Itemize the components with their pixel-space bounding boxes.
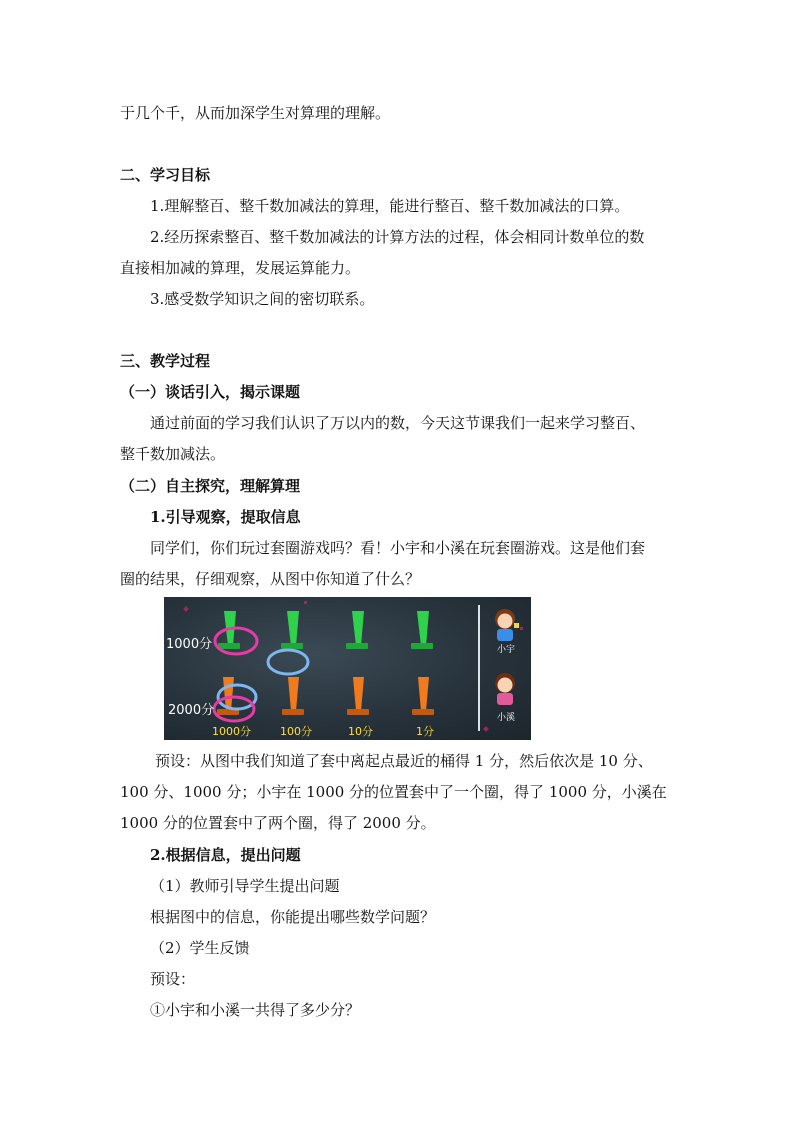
question-prompt: 根据图中的信息，你能提出哪些数学问题？ [150, 908, 436, 926]
score-label-1: 1分 [416, 725, 434, 738]
intro-line-1: 通过前面的学习我们认识了万以内的数，今天这节课我们一起来学习整百、 [150, 414, 646, 432]
question-step-1: （1）教师引导学生提出问题 [150, 877, 340, 895]
green-cone-1 [411, 611, 433, 649]
goal-2-line-2: 直接相加减的算理，发展运算能力。 [120, 259, 361, 277]
score-label-100: 100分 [280, 725, 312, 738]
name-xiaoyu: 小宇 [497, 645, 516, 655]
pink-ring-row1 [215, 628, 257, 654]
explore-line-2: 圈的结果，仔细观察，从图中你知道了什么？ [120, 570, 421, 588]
score-label-10: 10分 [348, 725, 373, 738]
subsection-heading-1: （一）谈话引入，揭示课题 [120, 383, 301, 401]
section-heading-goals: 二、学习目标 [120, 166, 211, 184]
green-cone-10 [346, 611, 368, 649]
orange-cone-1 [412, 677, 434, 715]
score-label-1000: 1000分 [212, 725, 251, 738]
green-cone-100 [281, 611, 303, 649]
subsection-heading-2: （二）自主探究，理解算理 [120, 477, 301, 495]
preset-line-1: 预设：从图中我们知道了套中离起点最近的桶得 1 分，然后依次是 10 分、 [155, 752, 653, 770]
question-step-2: （2）学生反馈 [150, 939, 250, 957]
preset-line-2: 100 分、1000 分；小宇在 1000 分的位置套中了一个圈，得了 1000 分，小溪在 [120, 783, 667, 801]
row-label-2000: 2000分 [168, 703, 215, 718]
step-heading-2: 2.根据信息，提出问题 [150, 846, 301, 864]
section-heading-process: 三、教学过程 [120, 352, 211, 370]
avatar-xiaoyu [495, 609, 519, 641]
orange-cone-10 [347, 677, 369, 715]
ring-toss-graphic [164, 597, 531, 740]
preset-label: 预设： [150, 970, 196, 988]
orange-cone-100 [282, 677, 304, 715]
blue-ring-missed [268, 650, 308, 674]
preset-line-3: 1000 分的位置套中了两个圈，得了 2000 分。 [120, 814, 436, 832]
step-heading-1: 1.引导观察，提取信息 [150, 508, 301, 526]
goal-3: 3.感受数学知识之间的密切联系。 [150, 290, 375, 308]
goal-2-line-1: 2.经历探索整百、整千数加减法的计算方法的过程，体会相同计数单位的数 [150, 228, 645, 246]
intro-line-2: 整千数加减法。 [120, 445, 226, 463]
preset-question-1: ①小宇和小溪一共得了多少分？ [150, 1001, 361, 1019]
name-xiaoxi: 小溪 [497, 713, 516, 723]
paragraph-continuation: 于几个千，从而加深学生对算理的理解。 [120, 104, 391, 122]
explore-line-1: 同学们，你们玩过套圈游戏吗？看！小宇和小溪在玩套圈游戏。这是他们套 [150, 539, 646, 557]
goal-1: 1.理解整百、整千数加减法的算理，能进行整百、整千数加减法的口算。 [150, 197, 630, 215]
row-label-1000: 1000分 [166, 637, 213, 652]
avatar-xiaoxi [495, 673, 515, 705]
ring-toss-illustration [164, 597, 531, 740]
